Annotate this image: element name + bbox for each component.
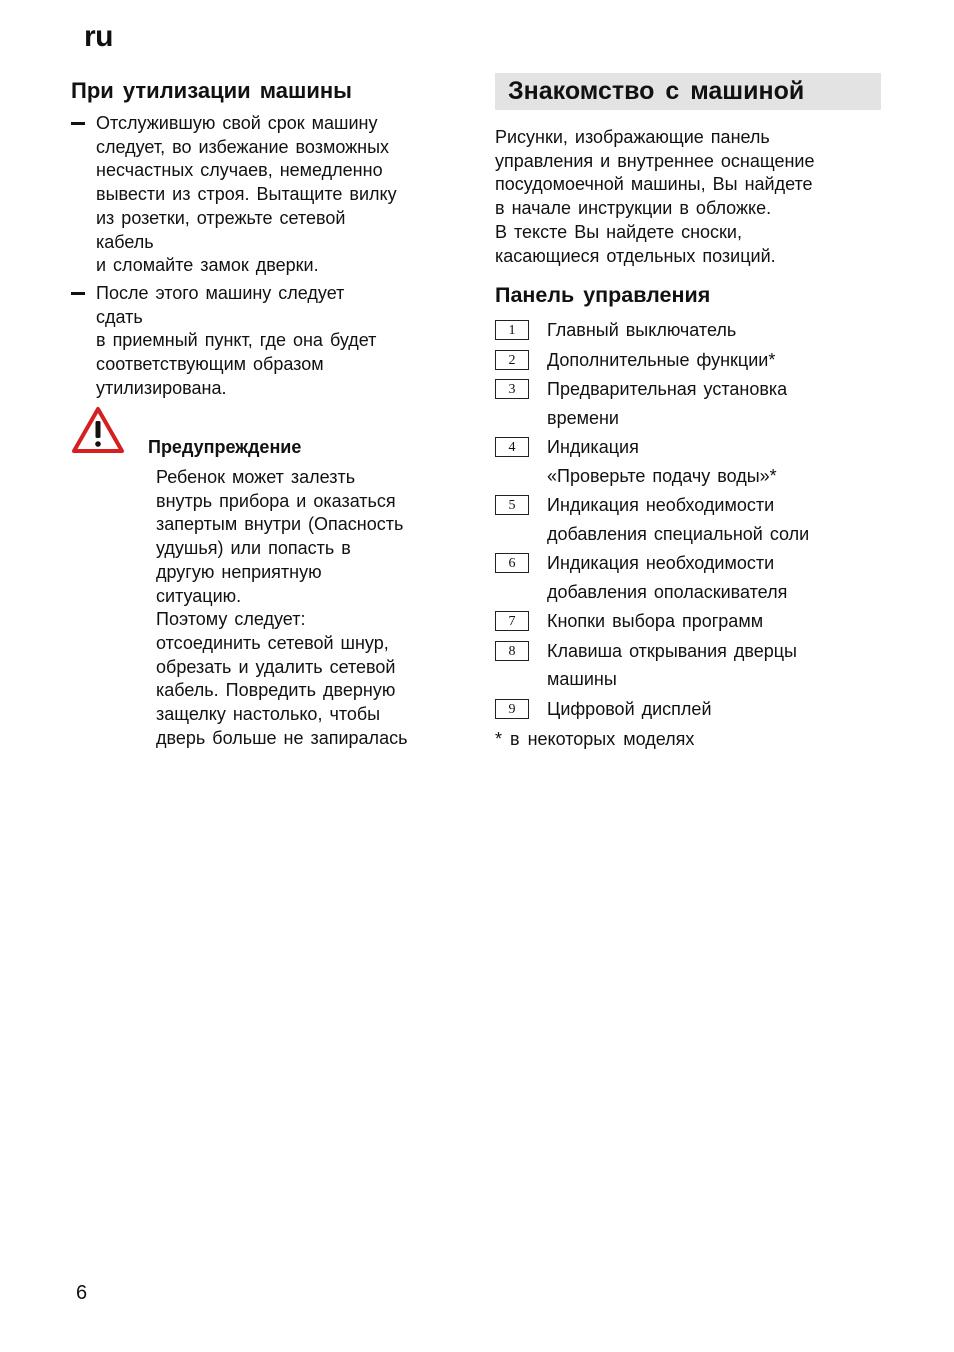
machine-intro-section <box>495 73 881 750</box>
list-item: 6 Индикация необходимости добавления ополаскивателя <box>495 549 881 606</box>
item-number-box: 5 <box>495 495 529 515</box>
disposal-section <box>71 78 461 748</box>
list-item: Отслужившую свой срок машину следует, во избежание возможных несчастных случаев, немедленно вывести из строя. Вытащите вилку из розетки, отрежьте сетевой кабель и сломайте замок дверки. <box>71 112 461 278</box>
warning-text: Ребенок может залезть внутрь прибора и оказаться запертым внутри (Опасность удушья) или попасть в другую неприятную ситуацию. Поэтому следует: отсоединить сетевой шнур, обрезать и удалить сетевой кабель. Повредить дверную защелку настолько, чтобы дверь больше не запиралась <box>156 467 408 748</box>
list-item: 7 Кнопки выбора программ <box>495 607 881 636</box>
item-number-box: 2 <box>495 350 529 370</box>
list-item: 8 Клавиша открывания дверцы машины <box>495 637 881 694</box>
disposal-list <box>71 112 461 400</box>
list-item: 9 Цифровой дисплей <box>495 695 881 724</box>
warning-triangle-icon <box>71 406 125 454</box>
list-item: 4 Индикация «Проверьте подачу воды»* <box>495 433 881 490</box>
page-number: 6 <box>76 1282 88 1304</box>
panel-list <box>495 316 881 723</box>
intro-paragraph: Рисунки, изображающие панель управления и внутреннее оснащение посудомоечной машины, Вы найдете в начале инструкции в обложке. В тексте Вы найдете сноски, касающиеся отдельных позиций. <box>495 127 815 266</box>
section-title: Знакомство с машиной <box>495 73 881 110</box>
list-item: 1 Главный выключатель <box>495 316 881 345</box>
panel-title: Панель управления <box>495 283 711 308</box>
item-number-box: 6 <box>495 553 529 573</box>
dash-bullet-icon <box>71 292 85 295</box>
item-number-box: 9 <box>495 699 529 719</box>
disposal-title: При утилизации машины <box>71 78 352 103</box>
footnote: * в некоторых моделях <box>495 729 695 750</box>
list-item: 5 Индикация необходимости добавления специальной соли <box>495 491 881 548</box>
list-item: 2 Дополнительные функции* <box>495 346 881 375</box>
dash-bullet-icon <box>71 122 85 125</box>
warning-title: Предупреждение <box>148 437 302 457</box>
list-item: После этого машину следует сдать в приемный пункт, где она будет соответствующим образом утилизирована. <box>71 282 461 401</box>
item-number-box: 3 <box>495 379 529 399</box>
language-code: ru <box>84 20 113 53</box>
item-number-box: 4 <box>495 437 529 457</box>
item-number-box: 8 <box>495 641 529 661</box>
list-item: 3 Предварительная установка времени <box>495 375 881 432</box>
item-number-box: 1 <box>495 320 529 340</box>
item-number-box: 7 <box>495 611 529 631</box>
